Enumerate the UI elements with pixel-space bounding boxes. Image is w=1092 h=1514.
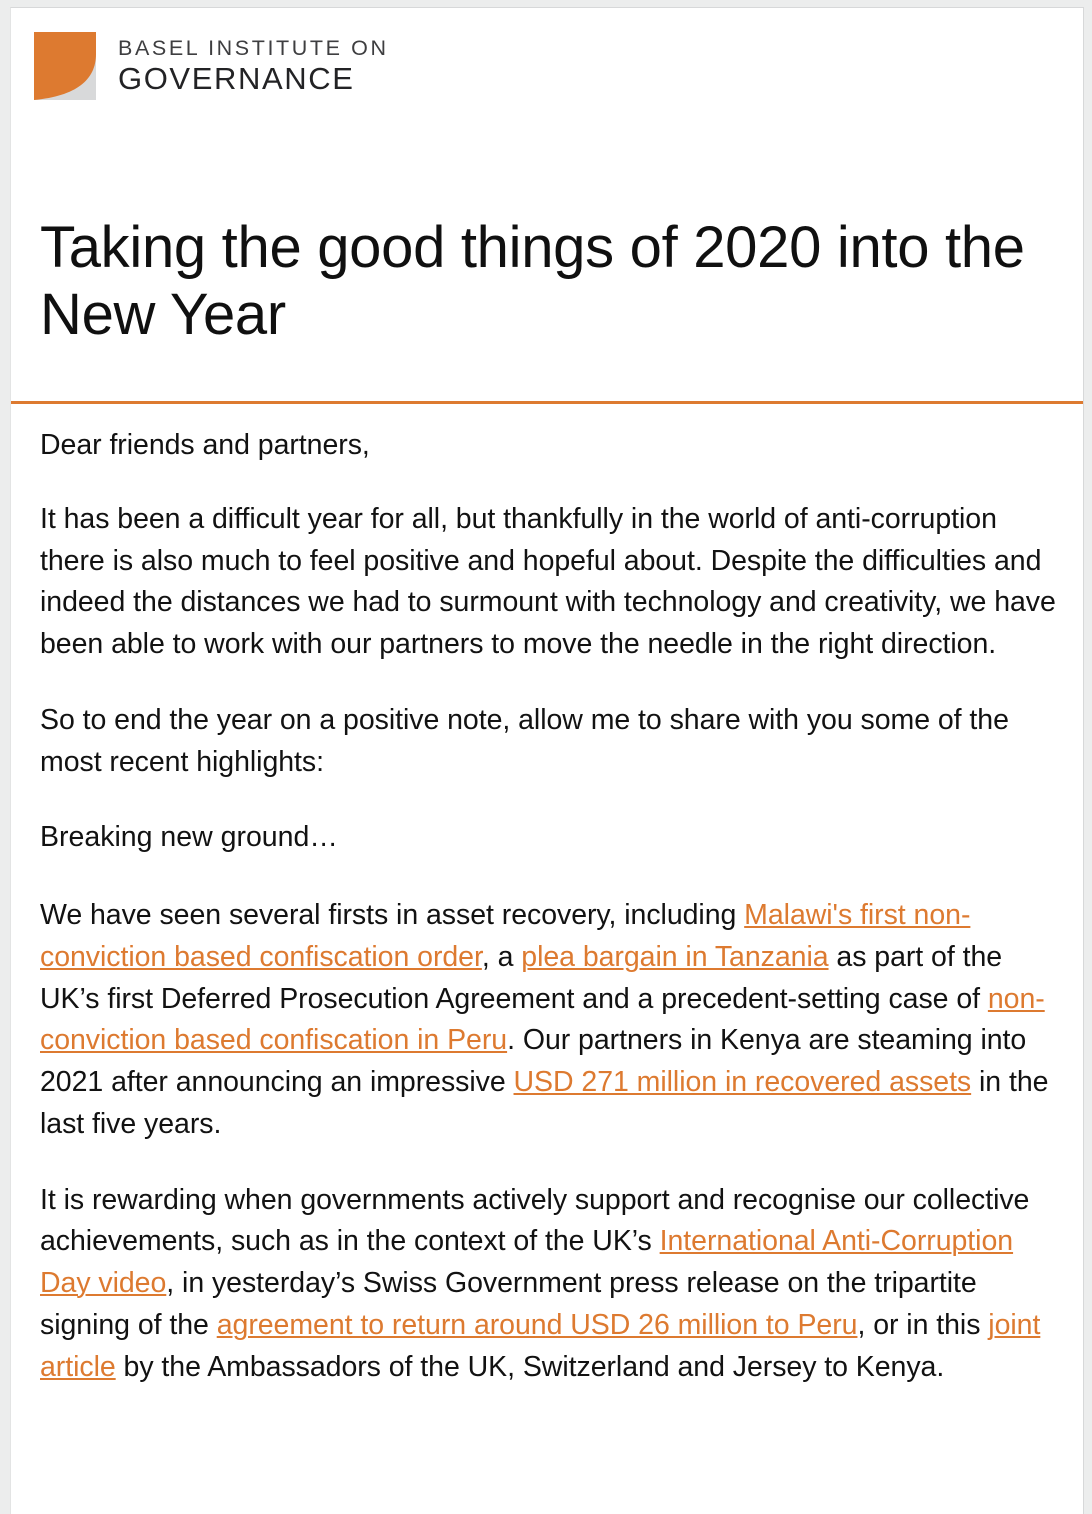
link-plea-bargain-tanzania[interactable]: plea bargain in Tanzania: [521, 940, 829, 973]
text-run: by the Ambassadors of the UK, Switzerland and Jersey to Kenya.: [115, 1350, 945, 1383]
brand-wordmark: [118, 36, 389, 97]
basel-institute-logo-icon: [34, 32, 96, 100]
text-run: , or in this: [857, 1308, 989, 1341]
link-usd-271-million-recovered-assets[interactable]: USD 271 million in recovered assets: [513, 1066, 972, 1098]
page-title: Taking the good things of 2020 into the New Year: [40, 214, 1025, 348]
accent-divider: [11, 401, 1083, 404]
paragraph-2: So to end the year on a positive note, allow me to share with you some of the most recent highlights:: [40, 703, 1009, 778]
email-sheet: [10, 7, 1084, 1514]
text-run: in the last five years.: [40, 1066, 1049, 1140]
paragraph-1: It has been a difficult year for all, but thankfully in the world of anti-corruption there is also much to feel positive and hopeful about. Despite the difficulties and indeed the distances we had to surmount with technology and creativity, we have been able to work with our partners to move the needle in the right direction.: [40, 502, 1056, 660]
text-run: , a: [481, 940, 522, 973]
link-confiscation-peru[interactable]: non-conviction based confiscation in Peru: [40, 982, 1045, 1057]
brand-header: [34, 32, 389, 100]
brand-line-1: BASEL INSTITUTE ON: [118, 35, 389, 60]
paragraph-4: [40, 1180, 1056, 1389]
link-malawi-confiscation-order[interactable]: Malawi's first non-conviction based confiscation order: [40, 899, 971, 973]
text-run: as part of the UK’s first Deferred Prosecution Agreement and a precedent-setting case of: [40, 940, 1003, 1015]
email-body: [40, 425, 1056, 1422]
link-international-anti-corruption-day-video[interactable]: International Anti-Corruption Day video: [40, 1225, 1014, 1299]
paragraph-3: [40, 895, 1056, 1146]
salutation-paragraph: Dear friends and partners,: [40, 429, 370, 461]
text-run: It is rewarding when governments actively support and recognise our collective achievements, such as in the context of the UK’s: [40, 1183, 1030, 1258]
brand-line-2: GOVERNANCE: [118, 60, 355, 96]
text-run: We have seen several firsts in asset recovery, including: [40, 899, 745, 931]
text-run: . Our partners in Kenya are steaming into 2021 after announcing an impressive: [40, 1024, 1027, 1098]
section-heading-breaking-new-ground: Breaking new ground…: [40, 821, 338, 854]
link-joint-article[interactable]: joint article: [40, 1308, 1041, 1383]
text-run: , in yesterday’s Swiss Government press release on the tripartite signing of the: [40, 1267, 977, 1341]
link-agreement-return-usd-26-million-peru[interactable]: agreement to return around USD 26 million to Peru: [216, 1308, 858, 1341]
